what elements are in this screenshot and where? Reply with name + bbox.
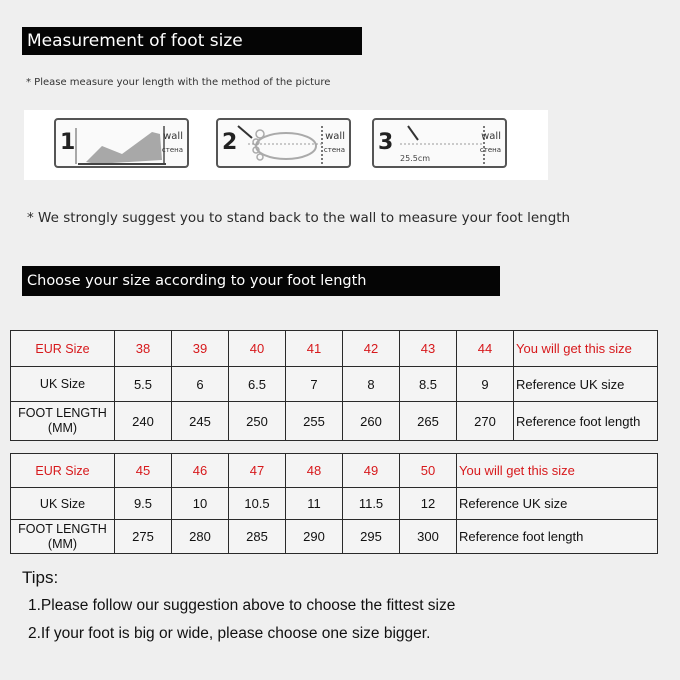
ruler-icon (374, 120, 509, 170)
foot-length-unit: (MM) (47, 421, 78, 435)
uk-size-description: Reference UK size (514, 367, 658, 402)
eur-size-description: You will get this size (514, 331, 658, 367)
foot-length-description: Reference foot length (514, 402, 658, 441)
wall-sub-label: стена (161, 146, 183, 154)
measurement-title: Measurement of foot size (27, 31, 243, 51)
eur-size-cell: 38 (115, 331, 172, 367)
foot-length-cell: 290 (286, 520, 343, 554)
foot-length-cell: 260 (343, 402, 400, 441)
uk-size-cell: 9 (457, 367, 514, 402)
foot-length-cell: 300 (400, 520, 457, 554)
table-row (11, 402, 658, 441)
measure-value: 25.5cm (400, 154, 431, 163)
diagram-step-3 (372, 118, 507, 168)
size-table-1 (10, 330, 658, 441)
table-row (11, 520, 658, 554)
table-row (11, 367, 658, 402)
eur-size-cell: 40 (229, 331, 286, 367)
eur-size-cell: 39 (172, 331, 229, 367)
eur-size-description: You will get this size (457, 454, 658, 488)
foot-length-cell: 265 (400, 402, 457, 441)
uk-size-cell: 11.5 (343, 488, 400, 520)
uk-size-description: Reference UK size (457, 488, 658, 520)
diagram-step-1 (54, 118, 189, 168)
uk-size-cell: 9.5 (115, 488, 172, 520)
foot-length-cell: 250 (229, 402, 286, 441)
eur-size-cell: 45 (115, 454, 172, 488)
uk-size-cell: 6.5 (229, 367, 286, 402)
measure-method-note: * Please measure your length with the method of the picture (26, 77, 331, 88)
eur-size-cell: 44 (457, 331, 514, 367)
uk-size-cell: 5.5 (115, 367, 172, 402)
uk-size-cell: 11 (286, 488, 343, 520)
step-number: 2 (222, 130, 238, 155)
table-row (11, 454, 658, 488)
foot-length-cell: 245 (172, 402, 229, 441)
uk-size-label: UK Size (11, 367, 115, 402)
foot-length-text: FOOT LENGTH (18, 521, 107, 536)
diagram-step-2 (216, 118, 351, 168)
eur-size-cell: 50 (400, 454, 457, 488)
wall-sub-label: стена (479, 146, 501, 154)
wall-suggestion-note: * We strongly suggest you to stand back to the wall to measure your foot length (27, 210, 571, 226)
choose-size-banner (22, 266, 500, 296)
foot-length-cell: 240 (115, 402, 172, 441)
eur-size-cell: 47 (229, 454, 286, 488)
table-row (11, 488, 658, 520)
uk-size-cell: 7 (286, 367, 343, 402)
foot-length-description: Reference foot length (457, 520, 658, 554)
foot-length-cell: 275 (115, 520, 172, 554)
size-table-2 (10, 453, 658, 554)
uk-size-cell: 12 (400, 488, 457, 520)
uk-size-cell: 10.5 (229, 488, 286, 520)
eur-size-cell: 46 (172, 454, 229, 488)
foot-length-label (11, 520, 115, 554)
eur-size-cell: 43 (400, 331, 457, 367)
uk-size-cell: 6 (172, 367, 229, 402)
step-number: 3 (378, 130, 394, 155)
choose-size-title: Choose your size according to your foot length (27, 273, 367, 289)
eur-size-label: EUR Size (11, 454, 115, 488)
uk-size-cell: 8 (343, 367, 400, 402)
foot-top-icon (218, 120, 353, 170)
tips-title: Tips: (22, 568, 59, 587)
measurement-diagram (24, 110, 548, 180)
eur-size-cell: 41 (286, 331, 343, 367)
foot-length-cell: 270 (457, 402, 514, 441)
foot-length-label (11, 402, 115, 441)
wall-sub-label: стена (323, 146, 345, 154)
table-row (11, 331, 658, 367)
eur-size-cell: 49 (343, 454, 400, 488)
wall-label: wall (325, 131, 345, 142)
eur-size-cell: 48 (286, 454, 343, 488)
uk-size-cell: 8.5 (400, 367, 457, 402)
wall-label: wall (481, 131, 501, 142)
uk-size-cell: 10 (172, 488, 229, 520)
wall-label: wall (163, 131, 183, 142)
foot-length-text: FOOT LENGTH (18, 406, 107, 420)
eur-size-cell: 42 (343, 331, 400, 367)
tip-item: 1.Please follow our suggestion above to choose the fittest size (28, 597, 456, 614)
step-number: 1 (60, 130, 76, 155)
foot-length-cell: 280 (172, 520, 229, 554)
foot-length-cell: 255 (286, 402, 343, 441)
uk-size-label: UK Size (11, 488, 115, 520)
tip-item: 2.If your foot is big or wide, please choose one size bigger. (28, 625, 431, 642)
measurement-title-banner (22, 27, 362, 55)
foot-side-icon (56, 120, 191, 170)
eur-size-label: EUR Size (11, 331, 115, 367)
foot-length-cell: 295 (343, 520, 400, 554)
foot-length-cell: 285 (229, 520, 286, 554)
foot-length-unit: (MM) (47, 536, 78, 551)
